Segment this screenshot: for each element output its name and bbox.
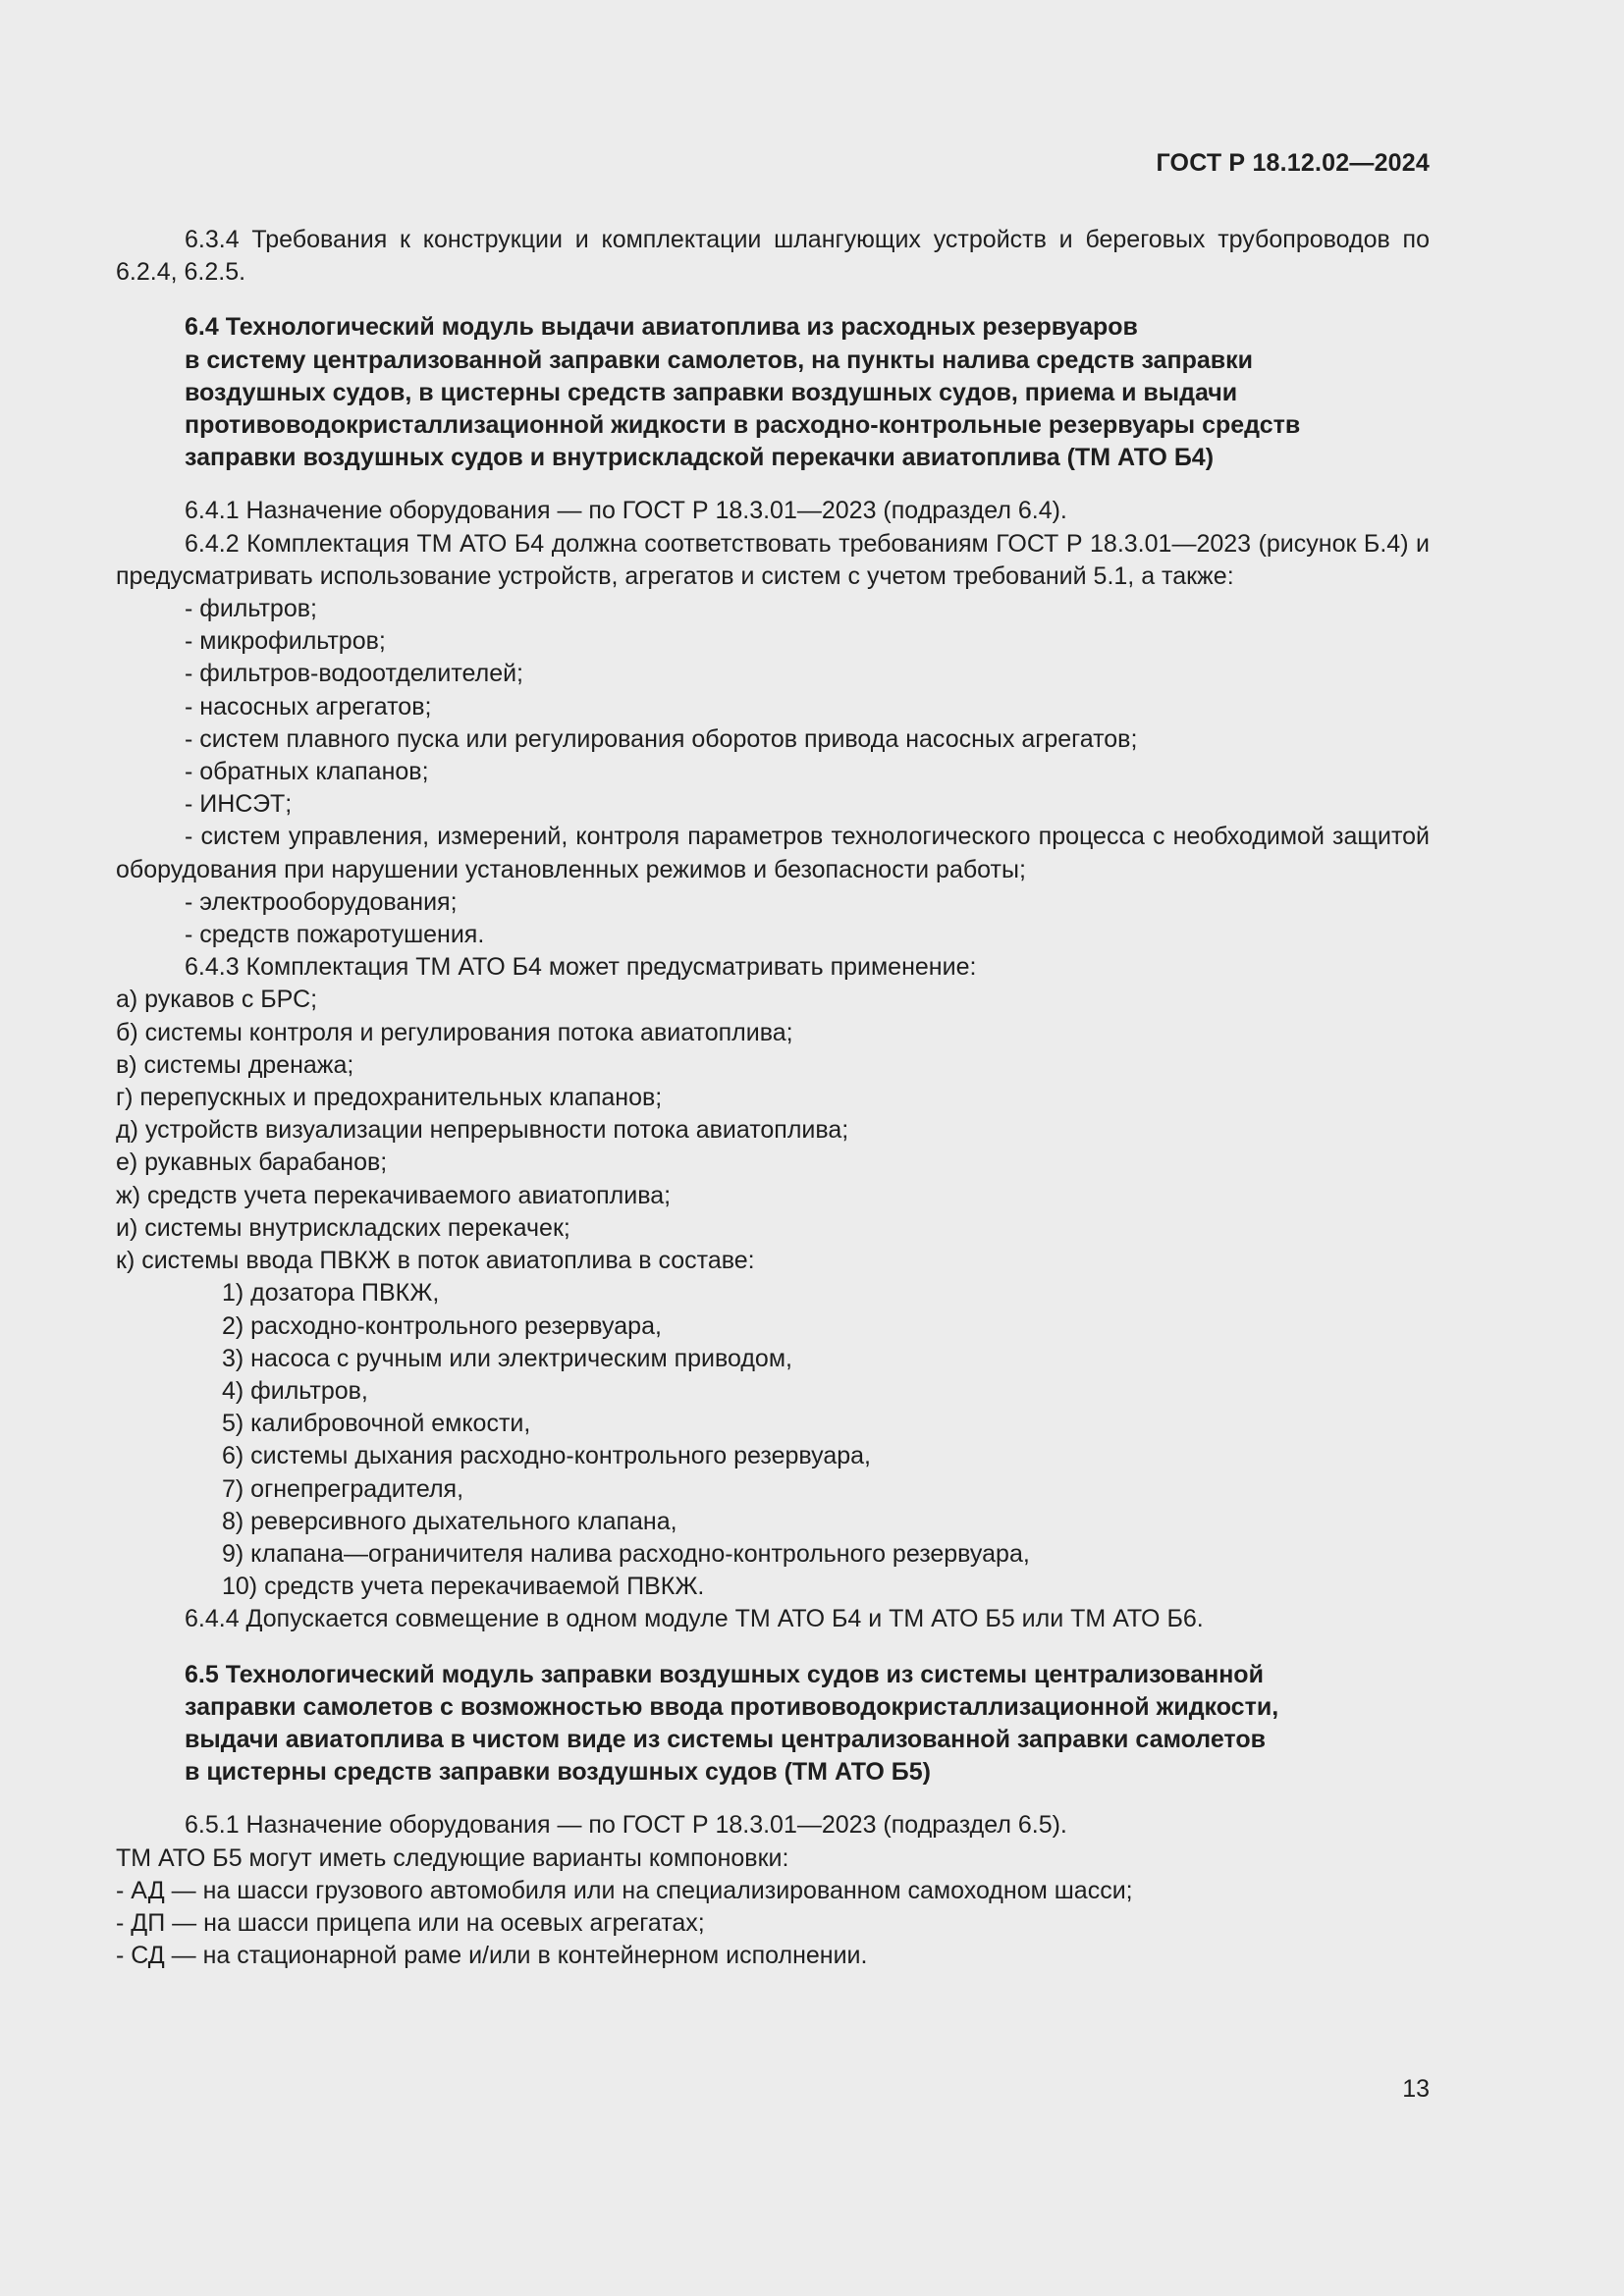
paragraph-6-3-4: 6.3.4 Требования к конструкции и комплектации шлангующих устройств и береговых трубопроводов по 6.2.4, 6.2.5.	[116, 226, 1430, 287]
paragraph-6-4-2: 6.4.2 Комплектация ТМ АТО Б4 должна соответствовать требованиям ГОСТ Р 18.3.01—2023 (рисунок Б.4) и предусматривать использование устройств, агрегатов и систем с учетом требований 5.1, а также:	[116, 529, 1430, 590]
list-item: г) перепускных и предохранительных клапанов;	[116, 1084, 663, 1112]
heading-line: заправки самолетов с возможностью ввода противоводокристаллизационной жидкости,	[185, 1692, 1279, 1721]
sub-list-item: 3) насоса с ручным или электрическим приводом,	[222, 1344, 792, 1372]
sub-list-item: 7) огнепреградителя,	[222, 1474, 464, 1503]
paragraph-6-5-1: 6.5.1 Назначение оборудования — по ГОСТ Р 18.3.01—2023 (подраздел 6.5).	[185, 1811, 1067, 1840]
list-item: - АД — на шасси грузового автомобиля или на специализированном самоходном шасси;	[116, 1876, 1133, 1904]
list-item: - ИНСЭТ;	[185, 790, 293, 819]
document-header: ГОСТ Р 18.12.02—2024	[1156, 149, 1430, 177]
list-item: д) устройств визуализации непрерывности потока авиатоплива;	[116, 1116, 849, 1145]
heading-line: в цистерны средств заправки воздушных судов (ТМ АТО Б5)	[185, 1758, 931, 1787]
heading-line: выдачи авиатоплива в чистом виде из системы централизованной заправки самолетов	[185, 1725, 1266, 1753]
paragraph-6-4-3: 6.4.3 Комплектация ТМ АТО Б4 может предусматривать применение:	[185, 953, 977, 982]
list-item: - средств пожаротушения.	[185, 921, 485, 949]
section-heading-6-4	[116, 311, 1430, 474]
heading-line: 6.4 Технологический модуль выдачи авиатоплива из расходных резервуаров	[185, 313, 1138, 342]
list-item: - обратных клапанов;	[185, 758, 429, 786]
list-item: - ДП — на шасси прицепа или на осевых агрегатах;	[116, 1908, 705, 1937]
sub-list-item: 9) клапана—ограничителя налива расходно-контрольного резервуара,	[222, 1539, 1030, 1568]
list-item: ж) средств учета перекачиваемого авиатоплива;	[116, 1181, 672, 1209]
list-item: - электрооборудования;	[185, 887, 458, 916]
list-item: - микрофильтров;	[185, 627, 386, 656]
list-item: в) системы дренажа;	[116, 1050, 354, 1079]
sub-list-item: 1) дозатора ПВКЖ,	[222, 1279, 440, 1308]
sub-list-item: 6) системы дыхания расходно-контрольного резервуара,	[222, 1442, 871, 1470]
list-item: е) рукавных барабанов;	[116, 1148, 388, 1177]
sub-list-item: 10) средств учета перекачиваемой ПВКЖ.	[222, 1573, 705, 1601]
list-item: - СД — на стационарной раме и/или в контейнерном исполнении.	[116, 1942, 868, 1970]
list-item: - фильтров;	[185, 595, 317, 623]
list-item: - систем управления, измерений, контроля параметров технологического процесса с необходимой защитой оборудования при нарушении установленных режимов и безопасности работы;	[116, 823, 1430, 883]
list-item: - фильтров-водоотделителей;	[185, 660, 524, 688]
list-item: - насосных агрегатов;	[185, 692, 432, 721]
paragraph-6-4-1: 6.4.1 Назначение оборудования — по ГОСТ Р 18.3.01—2023 (подраздел 6.4).	[185, 497, 1067, 525]
list-item: а) рукавов с БРС;	[116, 986, 318, 1014]
heading-line: 6.5 Технологический модуль заправки воздушных судов из системы централизованной	[185, 1660, 1264, 1688]
paragraph-6-4-4: 6.4.4 Допускается совмещение в одном модуле ТМ АТО Б4 и ТМ АТО Б5 или ТМ АТО Б6.	[185, 1605, 1204, 1633]
list-item: и) системы внутрискладских перекачек;	[116, 1213, 570, 1242]
paragraph-6-5-1-variants: ТМ АТО Б5 могут иметь следующие варианты компоновки:	[116, 1843, 789, 1872]
list-item: б) системы контроля и регулирования потока авиатоплива;	[116, 1018, 793, 1046]
list-item: - систем плавного пуска или регулирования оборотов привода насосных агрегатов;	[185, 724, 1138, 753]
page-number: 13	[1402, 2075, 1430, 2103]
heading-line: воздушных судов, в цистерны средств заправки воздушных судов, приема и выдачи	[185, 378, 1238, 406]
heading-line: противоводокристаллизационной жидкости в расходно-контрольные резервуары средств	[185, 411, 1301, 440]
sub-list-item: 5) калибровочной емкости,	[222, 1410, 531, 1438]
section-heading-6-5	[116, 1659, 1430, 1789]
heading-line: в систему централизованной заправки самолетов, на пункты налива средств заправки	[185, 346, 1253, 374]
sub-list-item: 8) реверсивного дыхательного клапана,	[222, 1507, 677, 1535]
document-body	[116, 224, 1430, 1972]
sub-list-item: 4) фильтров,	[222, 1376, 368, 1405]
heading-line: заправки воздушных судов и внутрискладской перекачки авиатоплива (ТМ АТО Б4)	[185, 444, 1215, 472]
sub-list-item: 2) расходно-контрольного резервуара,	[222, 1311, 662, 1340]
list-item: к) системы ввода ПВКЖ в поток авиатоплива в составе:	[116, 1247, 755, 1275]
